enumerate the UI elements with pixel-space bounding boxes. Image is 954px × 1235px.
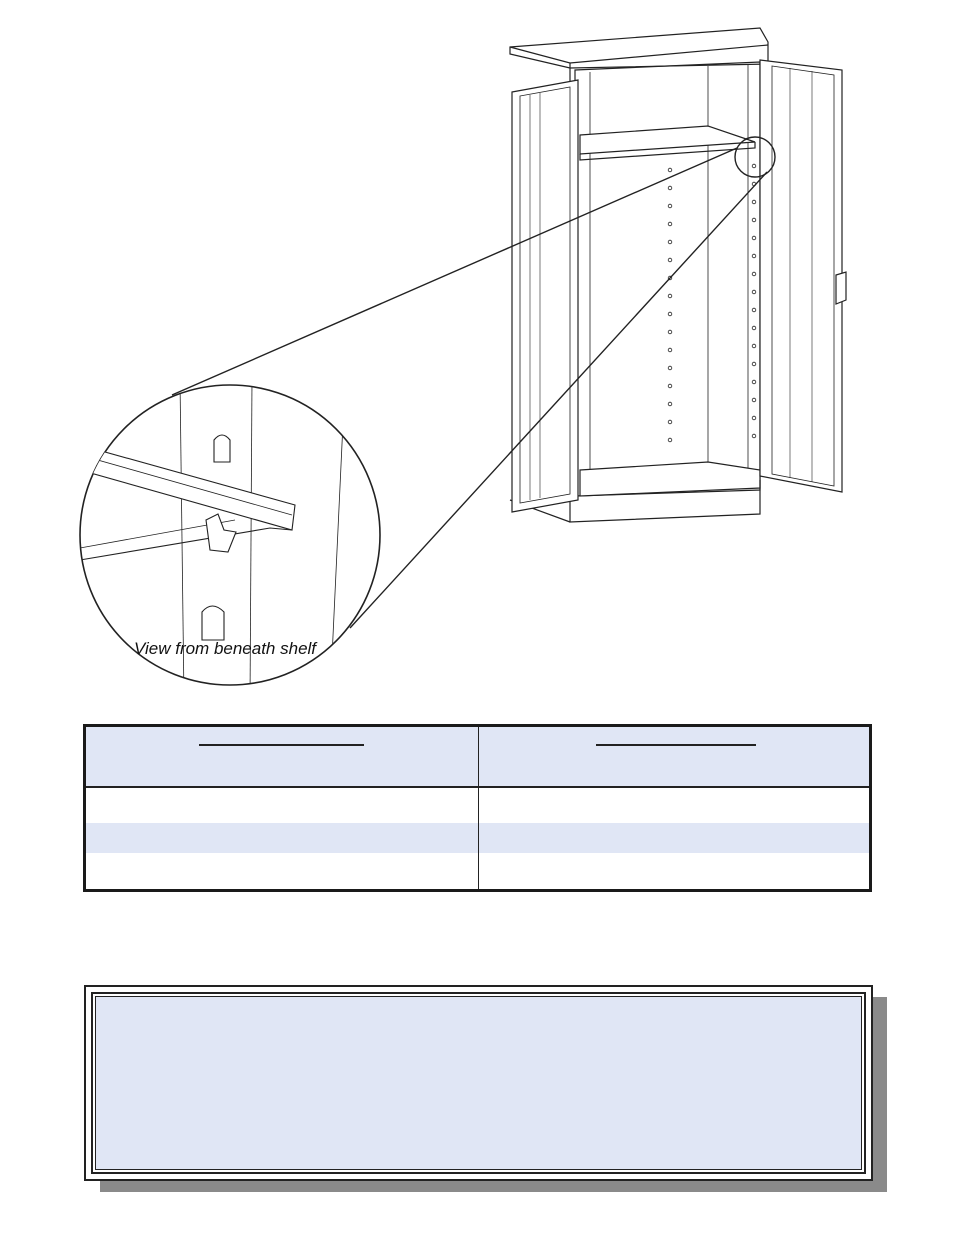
- table-header-cell: [86, 727, 479, 786]
- note-box-inner-frame: [91, 992, 866, 1174]
- spec-table: [83, 724, 872, 892]
- header-underline: [596, 744, 756, 746]
- storage-cabinet-drawing: [510, 28, 846, 522]
- table-cell: [479, 823, 869, 853]
- table-cell: [479, 853, 869, 889]
- table-cell: [479, 788, 869, 823]
- note-box: [84, 985, 873, 1181]
- callout-caption: View from beneath shelf: [133, 639, 317, 658]
- table-row: [86, 788, 869, 823]
- note-box-content: [95, 996, 862, 1170]
- table-cell: [86, 788, 479, 823]
- table-cell: [86, 853, 479, 889]
- header-underline: [199, 744, 364, 746]
- table-row: [86, 823, 869, 853]
- table-cell: [86, 823, 479, 853]
- table-header-row: [86, 727, 869, 788]
- table-row: [86, 853, 869, 889]
- table-header-cell: [479, 727, 869, 786]
